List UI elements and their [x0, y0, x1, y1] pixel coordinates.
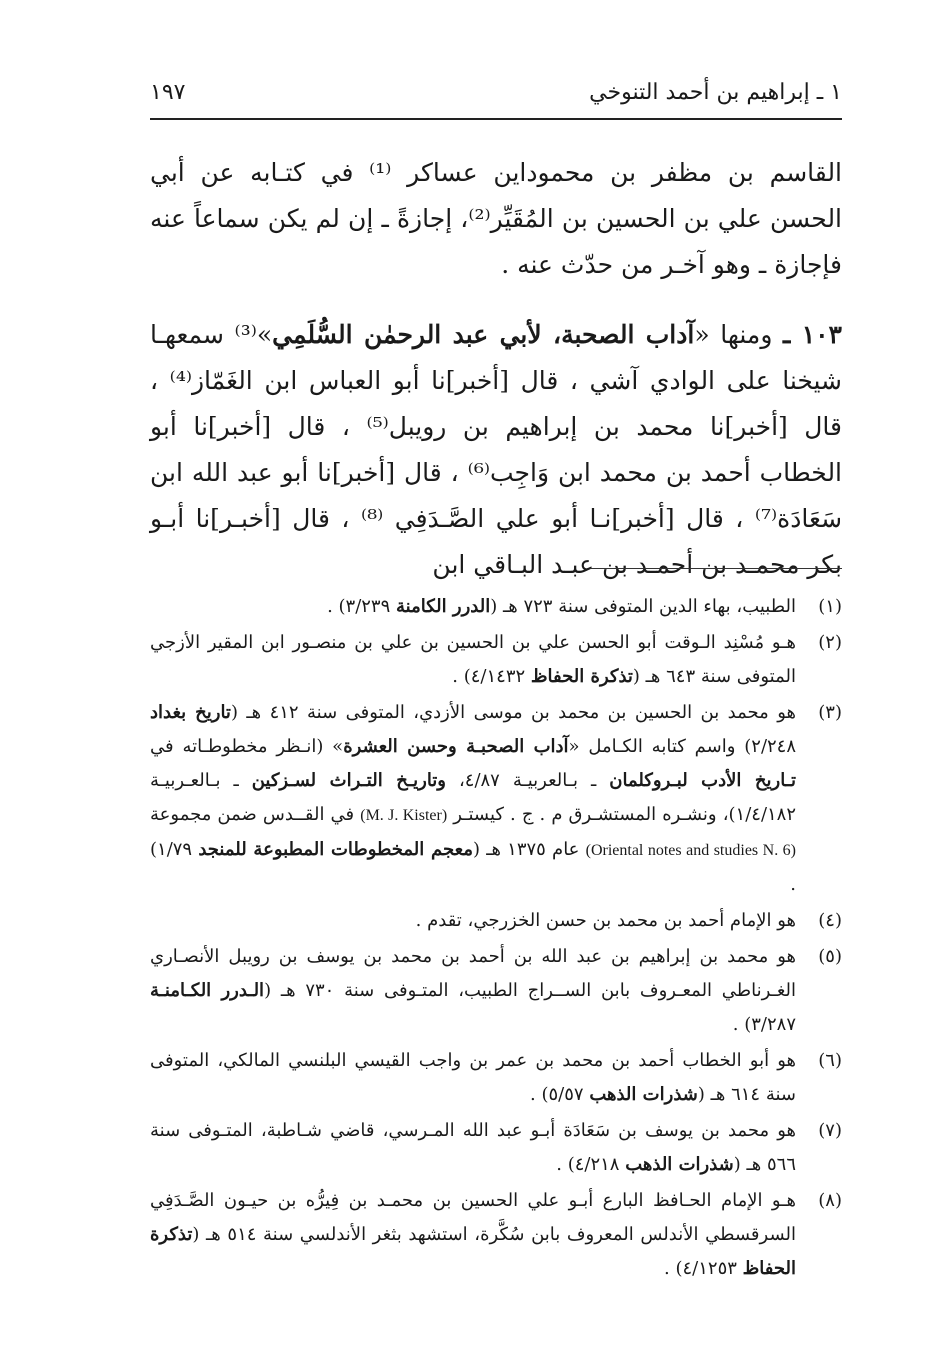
footnote-segment: » (انـظر مخطوطـاته في [150, 736, 344, 757]
footnote-text [150, 1044, 796, 1112]
source-title: شذرات الذهب [589, 1084, 698, 1105]
footnote-segment: في القــدس ضمن مجموعة [150, 804, 361, 825]
footnote-text [150, 590, 796, 624]
footnote-segment: هو محمد بن يوسف بن سَعَادَة أبـو عبد الله المـرسي، قاضي شـاطبة، المتـوفى سنة ٥٦٦ هـ ( [150, 1120, 796, 1175]
paragraph-text: ومنها « [694, 320, 783, 349]
footnote-number: (٧) [818, 1120, 842, 1141]
footnote-number: (٣) [818, 702, 842, 723]
footnote-segment: هـو الإمام الحـافظ البارع أبـو علي الحسين بن محمـد بن فِيرُّه بن حيـون الصَّـدَفِي السرقسطي الأندلس المعروف بابن سُكَّرة، استشهد بثغر الأندلسي سنة ٥١٤ هـ ( [150, 1190, 797, 1245]
main-text [150, 150, 842, 588]
footnote-text [150, 696, 796, 902]
footnote-segment: ٣/٢٣٩) . [327, 596, 397, 617]
book-title: آداب الصحبة، لأبي عبد الرحمٰن السُّلَمِي [272, 320, 695, 349]
footnote-segment: ـ بـالعـربيـة ١/٤/١٨٢)، ونشـره المستشـرق م . ج . كيستـر [150, 770, 797, 825]
footnote-text [150, 1184, 796, 1286]
footnote-segment: الطبيب، بهاء الدين المتوفى سنة ٧٢٣ هـ ( [490, 596, 796, 617]
source-title: تـاريخ الأدب لبـروكلمان [609, 770, 797, 791]
footnote-4 [150, 904, 842, 938]
paragraph-text: »⁽³⁾ سمعهـا شيخنا على الوادي آشي ، قال [أخبر]نا أبو العباس ابن الغَمّاز⁽⁴⁾ ، قال [أخبر]نا محمد بن إبراهيم بن رويبل⁽⁵⁾ ، قال [أخبر]نا أبو الخطاب أحمد بن محمد ابن وَاجِب⁽⁶⁾ ، قال [أخبر]نا أبو عبد الله ابن سَعَادَة⁽⁷⁾ ، قال [أخبر]نـا أبو علي الصَّـدَفِي ⁽⁸⁾ ، قال [أخبـر]نا أبـو بكر محمـد بن أحمـد بن عبـد البـاقي ابن [150, 320, 843, 579]
footnote-text [150, 904, 796, 938]
paragraph-103 [150, 312, 842, 588]
paragraph-number: ١٠٣ ـ [783, 320, 842, 349]
latin-series: (Oriental notes and studies N. 6) [585, 842, 796, 859]
paragraph-continued: القاسم بن مظفر بن محموداين عساكر ⁽¹⁾ في كتـابه عن أبي الحسن علي بن الحسين بن المُقَيِّر⁽²⁾، إجازةً ـ إن لم يكن سماعاً عنه فإجازة ـ وهو آخـر من حدّث عنه . [150, 158, 843, 279]
page-number: ١٩٧ [150, 80, 186, 105]
running-title: ١ ـ إبراهيم بن أحمد التنوخي [589, 80, 842, 105]
source-title: معجم المخطوطات المطبوعة للمنجد [198, 839, 473, 860]
footnote-number: (٥) [818, 946, 842, 967]
source-title: آداب الصحبـة وحسن العشرة [343, 736, 569, 757]
footnote-8 [150, 1184, 842, 1286]
source-title: الـدرر الكـامنـة [150, 980, 265, 1001]
footnote-text [150, 1114, 796, 1182]
footnote-number: (٤) [818, 910, 842, 931]
source-title: شذرات الذهب [625, 1154, 734, 1175]
footnote-1 [150, 590, 842, 624]
footnote-text [150, 626, 796, 694]
footnote-separator [590, 568, 842, 569]
footnote-segment: ٥/٥٧) . [530, 1084, 590, 1105]
footnote-number: (٢) [818, 632, 842, 653]
footnote-segment: ٤/١٢٥٣) . [664, 1258, 743, 1279]
footnote-segment: عام ١٣٧٥ هـ ( [472, 839, 586, 860]
footnote-number: (٨) [818, 1190, 842, 1211]
source-title: تاريخ بغداد [150, 702, 231, 723]
footnote-segment: هو محمد بن إبراهيم بن عبد الله بن أحمد بن محمد بن يوسف بن رويبل الأنصـاري الغـرناطي المعـروف بابن الســراج الطبيب، المتـوفى سنة ٧٣٠ هـ ( [150, 946, 796, 1001]
footnote-segment: هو أبو الخطاب أحمد بن محمد بن عمر بن واجب القيسي البلنسي المالكي، المتوفى سنة ٦١٤ هـ ( [150, 1050, 796, 1105]
footnotes [150, 590, 842, 1288]
footnote-segment: ٢/٢٤٨) واسم كتابه الكـامل « [568, 736, 797, 757]
footnote-6 [150, 1044, 842, 1112]
header-rule [150, 118, 842, 120]
footnote-segment: هو محمد بن الحسين بن محمد بن موسى الأزدي، المتوفى سنة ٤١٢ هـ ( [230, 702, 797, 723]
footnote-2 [150, 626, 842, 694]
footnote-7 [150, 1114, 842, 1182]
page-header [150, 76, 842, 116]
footnote-segment: ٤/٢١٨) . [556, 1154, 626, 1175]
footnote-segment: هو الإمام أحمد بن محمد بن حسن الخزرجي، تقدم . [415, 910, 796, 931]
source-title: تذكرة الحفاظ [530, 666, 633, 687]
source-title: تذكرة الحفاظ [150, 1224, 796, 1279]
source-title: الدرر الكامنة [396, 596, 491, 617]
footnote-number: (١) [818, 596, 842, 617]
footnote-segment: هـو مُسْنِد الـوقت أبو الحسن علي بن الحسين بن علي بن منصـور ابن المقير الأزجي المتوفى سنة ٦٤٣ هـ ( [150, 632, 796, 687]
footnote-3 [150, 696, 842, 902]
source-title: وتاريـخ التـراث لسـزكين [251, 770, 447, 791]
footnote-segment: ٤/١٤٣٢) . [452, 666, 531, 687]
footnote-5 [150, 940, 842, 1042]
footnote-number: (٦) [818, 1050, 842, 1071]
footnote-text [150, 940, 796, 1042]
latin-name: (M. J. Kister) [360, 807, 448, 824]
footnote-segment: ١/٧٩) . [150, 839, 796, 895]
footnote-segment: ٣/٢٨٧) . [732, 1014, 796, 1035]
footnote-segment: ـ بـالعربيـة ٤/٨٧، [446, 770, 610, 791]
